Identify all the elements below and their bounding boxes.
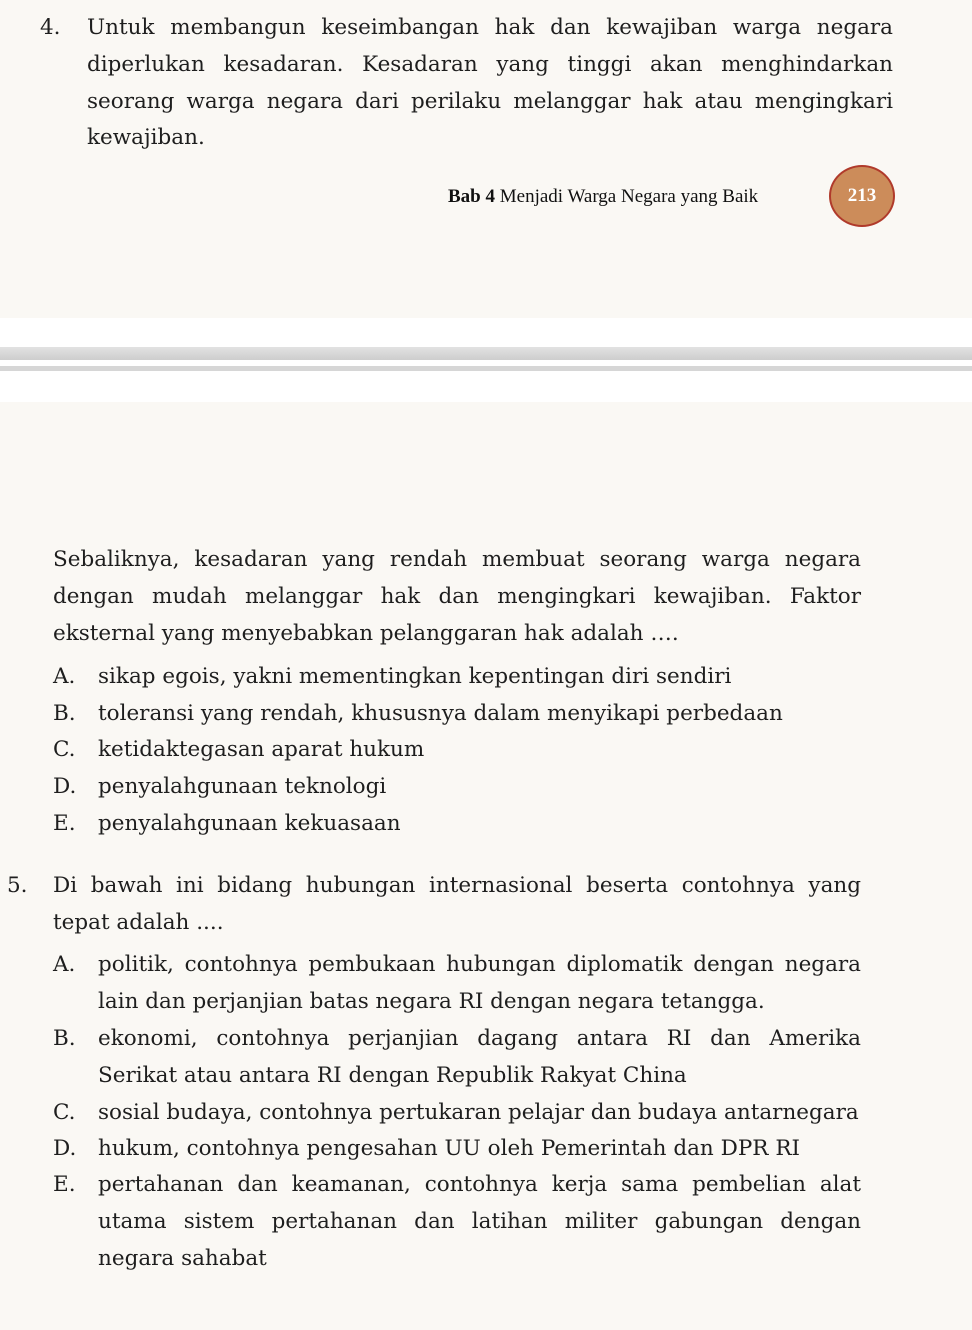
- question-4-number: 4.: [40, 15, 61, 40]
- q5-option-e-text: pertahanan dan keamanan, contohnya kerja sama pembelian alat utama sistem pertahanan dan latihan militer gabungan dengan negara sahabat: [98, 1172, 861, 1271]
- q5-option-c-text: sosial budaya, contohnya pertukaran pelajar dan budaya antarnegara: [98, 1100, 859, 1125]
- chapter-label: Bab 4: [448, 186, 495, 207]
- q4-option-e-letter: E.: [53, 811, 76, 836]
- q5-option-b-letter: B.: [53, 1026, 76, 1051]
- q5-option-c-letter: C.: [53, 1100, 76, 1125]
- q4-option-d-letter: D.: [53, 774, 77, 799]
- q4-option-d-text: penyalahgunaan teknologi: [98, 774, 387, 799]
- q4-option-b-text: toleransi yang rendah, khususnya dalam menyikapi perbedaan: [98, 701, 783, 726]
- q4-option-e-text: penyalahgunaan kekuasaan: [98, 811, 401, 836]
- q5-option-a-letter: A.: [53, 952, 76, 977]
- q4-option-a-text: sikap egois, yakni mementingkan kepentingan diri sendiri: [98, 664, 732, 689]
- q4-option-c-text: ketidaktegasan aparat hukum: [98, 737, 425, 762]
- q5-option-b-text: ekonomi, contohnya perjanjian dagang antara RI dan Amerika Serikat atau antara RI dengan Republik Rakyat China: [98, 1026, 861, 1088]
- page-number-badge: 213: [829, 165, 895, 227]
- page-separator-thick: [0, 347, 972, 360]
- q4-option-b-letter: B.: [53, 701, 76, 726]
- question-5-stem: Di bawah ini bidang hubungan internasional beserta contohnya yang tepat adalah ....: [53, 873, 861, 935]
- q5-option-a-text: politik, contohnya pembukaan hubungan diplomatik dengan negara lain dan perjanjian batas negara RI dengan negara tetangga.: [98, 952, 861, 1014]
- question-4-stem: Sebaliknya, kesadaran yang rendah membuat seorang warga negara dengan mudah melanggar hak dan mengingkari kewajiban. Faktor eksternal yang menyebabkan pelanggaran hak adalah ….: [53, 547, 861, 646]
- q5-option-d-letter: D.: [53, 1136, 77, 1161]
- q5-option-d-text: hukum, contohnya pengesahan UU oleh Pemerintah dan DPR RI: [98, 1136, 800, 1161]
- page-separator-thin: [0, 366, 972, 371]
- q4-option-a-letter: A.: [53, 664, 76, 689]
- q5-option-e-letter: E.: [53, 1172, 76, 1197]
- question-4-intro: Untuk membangun keseimbangan hak dan kewajiban warga negara diperlukan kesadaran. Kesadaran yang tinggi akan menghindarkan seorang warga negara dari perilaku melanggar hak atau mengingkari kewajiban.: [87, 15, 893, 151]
- q4-option-c-letter: C.: [53, 737, 76, 762]
- question-5-number: 5.: [7, 873, 28, 898]
- chapter-title: Menjadi Warga Negara yang Baik: [499, 186, 759, 207]
- page-gap: [0, 318, 972, 402]
- chapter-footer: [448, 184, 758, 210]
